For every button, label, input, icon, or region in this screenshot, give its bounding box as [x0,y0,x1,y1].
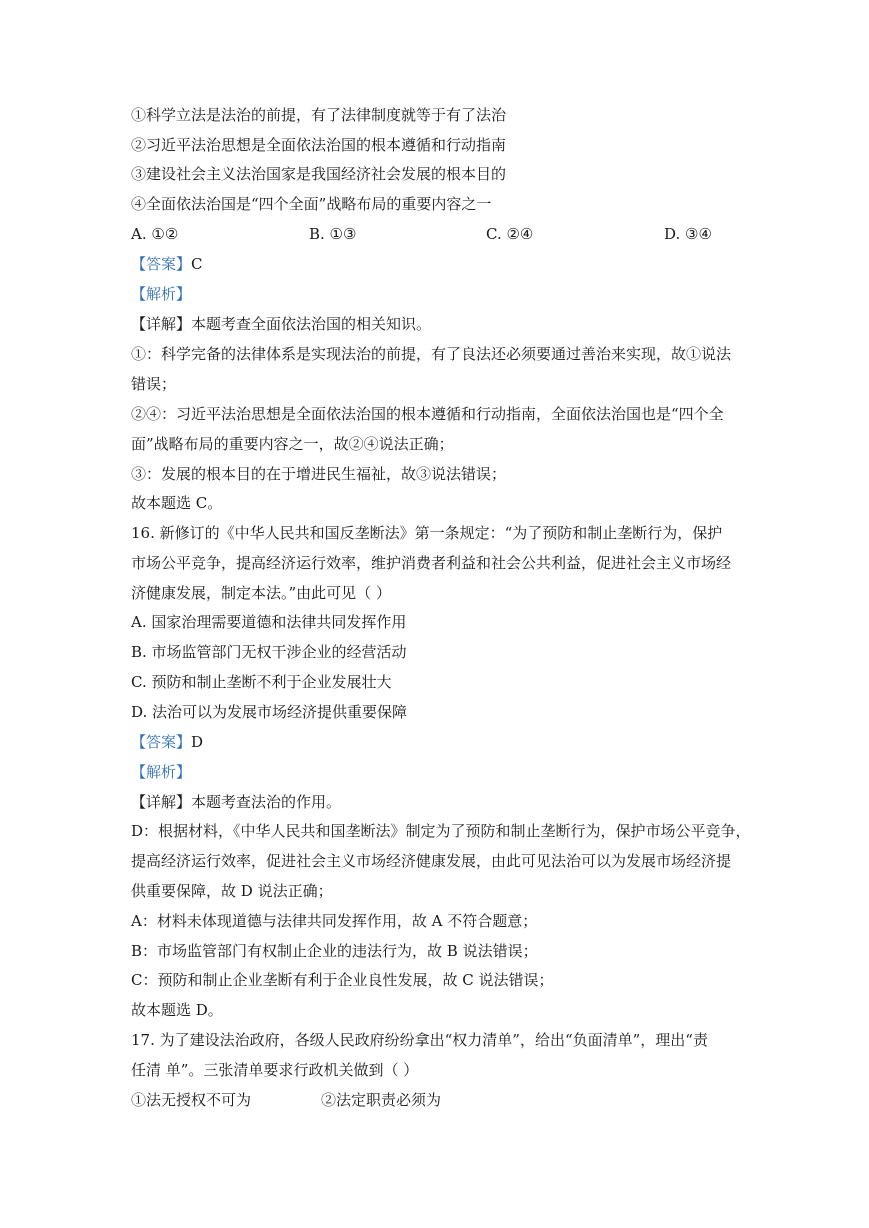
q15-detail-line: ①：科学完备的法律体系是实现法治的前提，有了良法还必须要通过善治来实现，故①说法 [131,345,732,363]
q16-detail-line: C：预防和制止企业垄断有利于企业良性发展，故 C 说法错误； [131,971,554,989]
q17-stem-line: 任清 单”。三张清单要求行政机关做到（ ） [131,1061,419,1079]
q15-option-a: A. ①② [131,225,179,243]
q15-answer [131,254,203,274]
q15-analysis-tag: 【解析】 [131,285,192,303]
q16-stem-line: 市场公平竞争，提高经济运行效率，维护消费者利益和社会公共利益，促进社会主义市场经 [131,554,732,572]
q17-statement: ②法定职责必须为 [321,1091,442,1109]
q15-option-c: C. ②④ [486,225,534,243]
q16-option-b: B. 市场监管部门无权干涉企业的经营活动 [131,643,407,661]
answer-tag: 【答案】 [131,255,192,273]
q16-stem-line: 济健康发展，制定本法。”由此可见（ ） [131,584,391,602]
q16-stem-line: 16. 新修订的《中华人民共和国反垄断法》第一条规定：“为了预防和制止垄断行为，保护 [131,524,723,542]
answer-value: D [191,733,204,751]
q16-detail-line: 提高经济运行效率，促进社会主义市场经济健康发展，由此可见法治可以为发展市场经济提 [131,852,732,870]
q16-detail-line: A：材料未体现道德与法律共同发挥作用，故 A 不符合题意； [131,912,538,930]
q17-statement: ①法无授权不可为 [131,1091,252,1109]
q16-detail-line: 【详解】本题考查法治的作用。 [131,793,342,811]
q15-statement: ④全面依法治国是“四个全面”战略布局的重要内容之一 [131,195,492,213]
q15-statement: ②习近平法治思想是全面依法治国的根本遵循和行动指南 [131,136,507,154]
q15-detail-line: ③：发展的根本目的在于增进民生福祉，故③说法错误； [131,465,507,483]
answer-tag: 【答案】 [131,733,192,751]
answer-value: C [191,255,203,273]
q15-detail-line: 【详解】本题考查全面依法治国的相关知识。 [131,315,432,333]
q15-detail-line: 面”战略布局的重要内容之一，故②④说法正确； [131,435,454,453]
q16-analysis-tag: 【解析】 [131,763,192,781]
q15-option-d: D. ③④ [664,225,712,243]
q16-option-a: A. 国家治理需要道德和法律共同发挥作用 [131,613,407,631]
q15-statement: ③建设社会主义法治国家是我国经济社会发展的根本目的 [131,165,507,183]
q16-detail-line: 供重要保障，故 D 说法正确； [131,882,333,900]
q17-stem-line: 17. 为了建设法治政府，各级人民政府纷纷拿出“权力清单”，给出“负面清单”，理出“责 [131,1031,708,1049]
q15-detail-line: 错误； [131,375,177,393]
q16-option-c: C. 预防和制止垄断不利于企业发展壮大 [131,673,392,691]
q15-option-b: B. ①③ [309,225,357,243]
q16-detail-line: B：市场监管部门有权制止企业的违法行为，故 B 说法错误； [131,942,538,960]
q16-option-d: D. 法治可以为发展市场经济提供重要保障 [131,703,408,721]
q16-detail-line: 故本题选 D。 [131,1001,223,1019]
q16-answer [131,732,203,752]
q15-detail-line: ②④：习近平法治思想是全面依法治国的根本遵循和行动指南，全面依法治国也是“四个全 [131,405,724,423]
q15-detail-line: 故本题选 C。 [131,494,223,512]
q15-statement: ①科学立法是法治的前提，有了法律制度就等于有了法治 [131,106,507,124]
q16-detail-line: D：根据材料，《中华人民共和国垄断法》制定为了预防和制止垄断行为，保护市场公平竞争， [131,822,751,840]
